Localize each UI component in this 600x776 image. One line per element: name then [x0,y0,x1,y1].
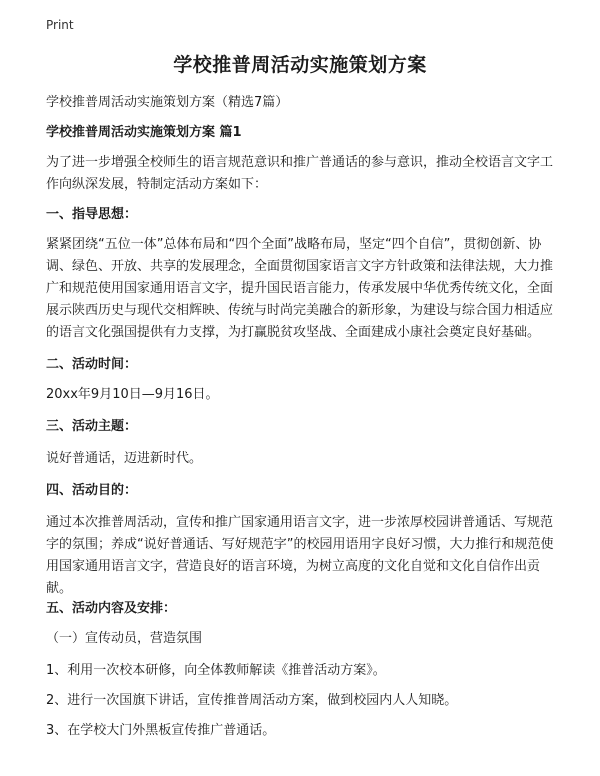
print-label[interactable]: Print [46,18,74,32]
guiding-ideology-paragraph: 紧紧团绕“五位一体”总体布局和“四个全面”战略布局，坚定“四个自信”，贯彻创新、协调、绿色、开放、共享的发展理念，全面贯彻国家语言文字方针政策和法律法规，大力推广和规范使用国家通用语言文字，提升国民语言能力，传承发展中华优秀传统文化，全面展示陕西历史与现代交相辉映、传统与时尚完美融合的新形象，为建设与综合国力相适应的语言文化强国提供有力支撑，为打赢脱贫攻坚战、全面建成小康社会奠定良好基础。 [46,237,554,340]
activity-purpose-paragraph: 通过本次推普周活动，宣传和推广国家通用语言文字，进一步浓厚校园讲普通话、写规范字的氛围；养成“说好普通话、写好规范字”的校园用语用字良好习惯，大力推行和规范使用国家通用语言文字，营造良好的语言环境，为树立高度的文化自觉和文化自信作出贡献。 [46,515,554,596]
section-heading: 学校推普周活动实施策划方案 篇1 [46,125,242,140]
heading-activity-theme: 三、活动主题： [46,419,138,434]
heading-activity-purpose: 四、活动目的： [46,483,138,498]
heading-guiding-ideology: 一、指导思想： [46,207,138,222]
subtitle: 学校推普周活动实施策划方案（精选7篇） [46,95,289,110]
page-title: 学校推普周活动实施策划方案 [173,54,427,76]
list-item: 1、利用一次校本研修，向全体教师解读《推普活动方案》。 [46,663,386,678]
intro-paragraph: 为了进一步增强全校师生的语言规范意识和推广普通话的参与意识，推动全校语言文字工作向纵深发展，特制定活动方案如下： [46,155,554,192]
activity-theme-paragraph: 说好普通话，迈进新时代。 [46,451,203,466]
activity-time-paragraph: 20xx年9月10日—9月16日。 [46,387,219,402]
list-item: 2、进行一次国旗下讲话，宣传推普周活动方案，做到校园内人人知晓。 [46,693,458,708]
subsection-publicity: （一）宣传动员，营造氛围 [46,631,203,646]
list-item: 3、在学校大门外黑板宣传推广普通话。 [46,723,276,738]
heading-activity-content: 五、活动内容及安排： [46,601,177,616]
heading-activity-time: 二、活动时间： [46,357,138,372]
